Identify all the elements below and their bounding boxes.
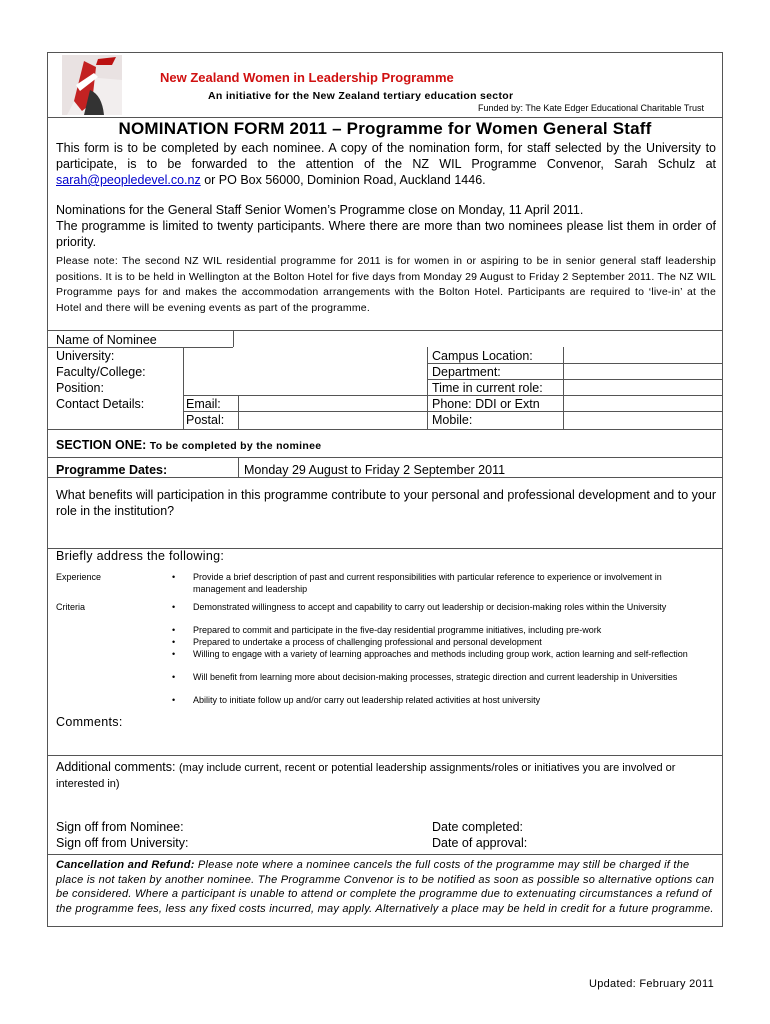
campus-location-label: Campus Location: — [432, 349, 533, 363]
email-link[interactable]: sarah@peopledevel.co.nz — [56, 173, 201, 187]
divider — [47, 117, 723, 118]
programme-dates-label: Programme Dates: — [56, 463, 168, 477]
sign-off-nominee-label: Sign off from Nominee: — [56, 820, 184, 834]
faculty-label: Faculty/College: — [56, 365, 146, 379]
close-date-text: Nominations for the General Staff Senior Women’s Programme close on Monday, 11 April 2011. — [56, 203, 584, 217]
bullet: • — [172, 572, 176, 582]
bullet: • — [172, 637, 176, 647]
bullet: • — [172, 672, 176, 682]
experience-label: Experience — [56, 572, 102, 582]
page-title: NOMINATION FORM 2011 – Programme for Women General Staff — [118, 119, 652, 138]
section-one-heading: SECTION ONE: To be completed by the nominee — [56, 438, 322, 452]
programme-dates-value: Monday 29 August to Friday 2 September 2011 — [244, 463, 506, 477]
position-label: Position: — [56, 381, 104, 395]
phone-label: Phone: DDI or Extn — [432, 397, 540, 411]
name-of-nominee-label: Name of Nominee — [56, 333, 157, 347]
criteria-item: Demonstrated willingness to accept and capability to carry out leadership or decision-making roles within the University — [193, 602, 667, 612]
additional-comments: Additional comments: (may include current, recent or potential leadership assignments/roles or initiatives you are involved or interested in) — [56, 760, 676, 790]
wil-logo-icon — [62, 55, 122, 115]
briefly-address-label: Briefly address the following: — [56, 549, 225, 563]
email-field[interactable] — [241, 396, 426, 411]
postal-label: Postal: — [186, 413, 225, 427]
criteria-item: Prepared to commit and participate in the five-day residential programme initiatives, including pre-work — [193, 625, 602, 635]
initiative-subtitle: An initiative for the New Zealand tertiary education sector — [208, 90, 514, 102]
intro-paragraph: This form is to be completed by each nominee. A copy of the nomination form, for staff selected by the University to participate, is to be forwarded to the attention of the NZ WIL Programme Convenor, Sarah Schulz at sarah@peopledevel.co.nz or PO Box 56000, Dominion Road, Auckland 1446. — [56, 141, 716, 187]
mobile-label: Mobile: — [432, 413, 473, 427]
university-label: University: — [56, 349, 115, 363]
date-completed-label: Date completed: — [432, 820, 524, 834]
criteria-label: Criteria — [56, 602, 86, 612]
department-label: Department: — [432, 365, 501, 379]
contact-details-label: Contact Details: — [56, 397, 145, 411]
benefits-answer-field[interactable] — [56, 504, 718, 544]
criteria-item: Will benefit from learning more about decision-making processes, strategic direction and current leadership in Universities — [193, 672, 678, 682]
funded-by: Funded by: The Kate Edger Educational Charitable Trust — [478, 103, 704, 113]
comments-label: Comments: — [56, 715, 123, 729]
time-in-role-label: Time in current role: — [432, 381, 543, 395]
updated-date: Updated: February 2011 — [588, 978, 714, 990]
comments-field[interactable] — [140, 712, 718, 752]
please-note-text: Please note: The second NZ WIL residential programme for 2011 is for women in or aspiring to be in senior general staff leadership positions. It is to be held in Wellington at the Bolton Hotel for five days from Monday 29 August to Friday 2 September 2011. The NZ WIL Programme pays for and makes the accommodation arrangements with the Bolton Hotel. Participants are required to ‘live-in’ at the Hotel and there will be evening events as part of the programme. — [56, 255, 716, 314]
criteria-item: Willing to engage with a variety of learning approaches and methods including group work, action learning and self-reflection — [193, 649, 688, 659]
criteria-item: Ability to initiate follow up and/or carry out leadership related activities at host university — [193, 695, 541, 705]
experience-item: Provide a brief description of past and current responsibilities with particular reference to experience or involvement in management and leadership — [193, 572, 662, 594]
sign-off-university-label: Sign off from University: — [56, 836, 189, 850]
postal-field[interactable] — [241, 412, 426, 427]
programme-name: New Zealand Women in Leadership Programme — [160, 70, 454, 85]
campus-contact-fields[interactable] — [566, 348, 720, 428]
limit-text: The programme is limited to twenty participants. Where there are more than two nominees please list them in order of priority. — [56, 219, 716, 249]
criteria-item: Prepared to undertake a process of challenging professional and personal development — [193, 637, 542, 647]
date-approval-label: Date of approval: — [432, 836, 528, 850]
university-faculty-position-field[interactable] — [186, 348, 426, 395]
additional-comments-field[interactable] — [56, 792, 718, 814]
bullet: • — [172, 695, 176, 705]
divider — [47, 330, 723, 331]
name-of-nominee-field[interactable] — [236, 332, 720, 347]
cancellation-refund-text: Cancellation and Refund: Please note where a nominee cancels the full costs of the programme may still be charged if the place is not taken by another nominee. The Programme Convenor is to be notified as soon as possible so alternative options can be considered. Where a participant is unable to attend or complete the programme due to extenuating circumstances a refund of the programme fees, less any fixed costs incurred, may apply. Alternatively a place may be held in credit for a future programme. — [56, 859, 715, 915]
bullet: • — [172, 602, 176, 612]
bullet: • — [172, 625, 176, 635]
benefits-question: What benefits will participation in this programme contribute to your personal and professional development and to your role in the institution? — [56, 488, 716, 518]
email-label: Email: — [186, 397, 221, 411]
bullet: • — [172, 649, 176, 659]
